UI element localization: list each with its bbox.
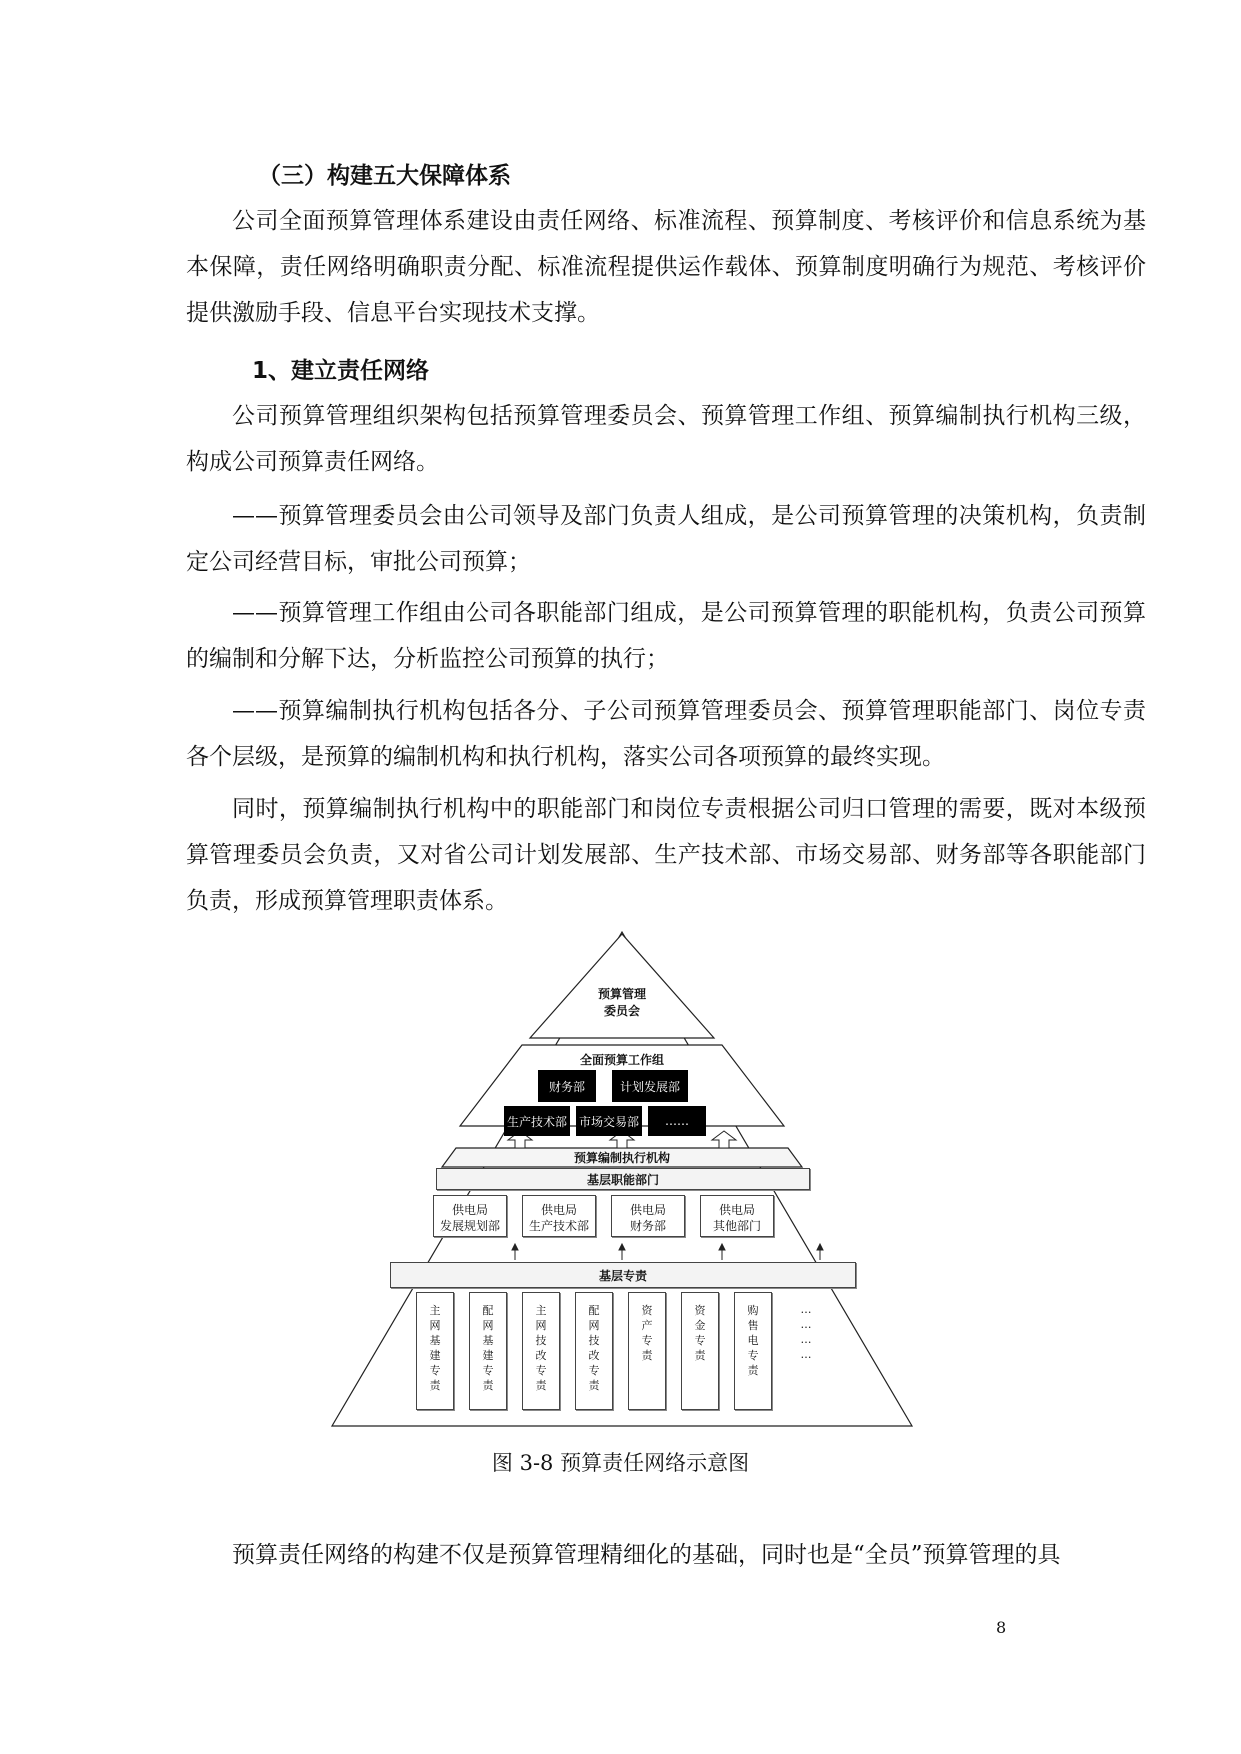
page-number: 8: [996, 1618, 1007, 1637]
duty-column-char: 技: [535, 1334, 547, 1347]
subsection-heading: 1、建立责任网络: [252, 358, 430, 384]
paragraph-2: [186, 393, 1146, 485]
paragraph-3: [186, 493, 1146, 585]
duty-column-char: 专: [641, 1334, 653, 1347]
paragraph-text: 同时，预算编制执行机构中的职能部门和岗位专责根据公司归口管理的需要，既对本级预算管理委员会负责，又对省公司计划发展部、生产技术部、市场交易部、财务部等各职能部门负责，形成预算管理职责体系。: [186, 796, 1146, 914]
paragraph-5: [186, 688, 1146, 780]
duty-column-char: 技: [588, 1334, 600, 1347]
duty-column-char: 责: [641, 1349, 653, 1362]
dept-box-finance: [611, 1195, 685, 1237]
committee-label-line1: 预算管理: [597, 987, 646, 1001]
duty-column-char: 专: [747, 1349, 759, 1362]
duty-column-char: 专: [429, 1364, 441, 1377]
duty-column-char: 网: [429, 1319, 441, 1332]
duty-column-char: 改: [588, 1349, 600, 1362]
paragraph-text: ——预算管理工作组由公司各职能部门组成，是公司预算管理的职能机构，负责公司预算的编制和分解下达，分析监控公司预算的执行；: [186, 600, 1146, 672]
duty-column-char: 改: [535, 1349, 547, 1362]
exec-org-label: 预算编制执行机构: [573, 1151, 670, 1165]
dept-line2: 生产技术部: [528, 1219, 589, 1233]
paragraph-text: 公司预算管理组织架构包括预算管理委员会、预算管理工作组、预算编制执行机构三级，构成公司预算责任网络。: [186, 403, 1146, 475]
dept-line1: 供电局: [629, 1203, 666, 1217]
committee-label-line2: 委员会: [603, 1004, 640, 1018]
paragraph-7: [186, 1532, 1146, 1578]
dept-block-planning: 计划发展部: [612, 1070, 688, 1102]
dept-line2: 其他部门: [712, 1219, 761, 1233]
duty-column-char: 主: [535, 1304, 547, 1317]
dept-box-other: [700, 1195, 774, 1237]
section-heading: （三）构建五大保障体系: [258, 163, 511, 189]
duty-column-char: 网: [535, 1319, 547, 1332]
dept-line1: 供电局: [540, 1203, 577, 1217]
duty-column-char: 责: [535, 1379, 547, 1392]
duty-column-char: 责: [588, 1379, 600, 1392]
duty-column-char: 主: [429, 1304, 441, 1317]
base-dept-band: 基层职能部门: [436, 1168, 810, 1190]
duty-column-char: …: [800, 1318, 812, 1331]
duty-column-char: 建: [429, 1349, 441, 1362]
duty-column-char: …: [800, 1303, 812, 1316]
duty-column-char: 配: [482, 1304, 494, 1317]
duty-column: [628, 1292, 666, 1410]
duty-column-char: 配: [588, 1304, 600, 1317]
duty-column-char: 网: [482, 1319, 494, 1332]
duty-column-char: 责: [747, 1364, 759, 1377]
duty-column: [416, 1292, 454, 1410]
dept-line1: 供电局: [718, 1203, 755, 1217]
duty-column: [575, 1292, 613, 1410]
duty-column-char: 资: [641, 1304, 653, 1317]
duty-column-char: 金: [694, 1319, 706, 1332]
duty-column: [522, 1292, 560, 1410]
duty-column-char: 购: [747, 1304, 759, 1317]
duty-column-char: 售: [747, 1319, 759, 1332]
dept-block-market: 市场交易部: [576, 1106, 642, 1136]
duty-column-char: 资: [694, 1304, 706, 1317]
paragraph-6: [186, 786, 1146, 924]
duty-column: [734, 1292, 772, 1410]
paragraph-4: [186, 590, 1146, 682]
work-group-label: 全面预算工作组: [579, 1053, 664, 1067]
dept-block-production: 生产技术部: [504, 1106, 570, 1136]
responsibility-network-diagram: [330, 930, 914, 1428]
duty-column-char: 基: [429, 1334, 441, 1347]
dept-box-production: [522, 1195, 596, 1237]
dept-line2: 发展规划部: [439, 1219, 500, 1233]
duty-column-char: 网: [588, 1319, 600, 1332]
paragraph-text: ——预算编制执行机构包括各分、子公司预算管理委员会、预算管理职能部门、岗位专责各个层级，是预算的编制机构和执行机构，落实公司各项预算的最终实现。: [186, 698, 1146, 770]
dept-line2: 财务部: [629, 1219, 666, 1233]
paragraph-text: ——预算管理委员会由公司领导及部门负责人组成，是公司预算管理的决策机构，负责制定公司经营目标，审批公司预算；: [186, 503, 1146, 575]
dept-block-more: ……: [648, 1106, 706, 1136]
dept-box-development: [433, 1195, 507, 1237]
duty-column-char: 电: [747, 1334, 759, 1347]
duty-column-char: 责: [482, 1379, 494, 1392]
paragraph-text: 预算责任网络的构建不仅是预算管理精细化的基础，同时也是“全员”预算管理的具: [232, 1542, 1061, 1568]
duty-column-char: 基: [482, 1334, 494, 1347]
figure-caption: 图 3-8 预算责任网络示意图: [491, 1451, 750, 1475]
duty-column-char: …: [800, 1333, 812, 1346]
base-duty-band: 基层专责: [390, 1262, 856, 1288]
duty-column-char: 责: [694, 1349, 706, 1362]
duty-column: [681, 1292, 719, 1410]
duty-column-char: 建: [482, 1349, 494, 1362]
duty-column-char: 专: [694, 1334, 706, 1347]
duty-column: [787, 1292, 825, 1410]
duty-column-char: 专: [482, 1364, 494, 1377]
duty-column-char: 产: [641, 1319, 653, 1332]
paragraph-1: [186, 198, 1146, 336]
duty-column: [469, 1292, 507, 1410]
paragraph-text: 公司全面预算管理体系建设由责任网络、标准流程、预算制度、考核评价和信息系统为基本保障，责任网络明确职责分配、标准流程提供运作载体、预算制度明确行为规范、考核评价提供激励手段、信息平台实现技术支撑。: [186, 208, 1146, 326]
dept-block-finance: 财务部: [538, 1070, 596, 1102]
duty-column-char: 专: [535, 1364, 547, 1377]
duty-column-char: …: [800, 1348, 812, 1361]
duty-column-char: 责: [429, 1379, 441, 1392]
dept-line1: 供电局: [451, 1203, 488, 1217]
duty-column-char: 专: [588, 1364, 600, 1377]
